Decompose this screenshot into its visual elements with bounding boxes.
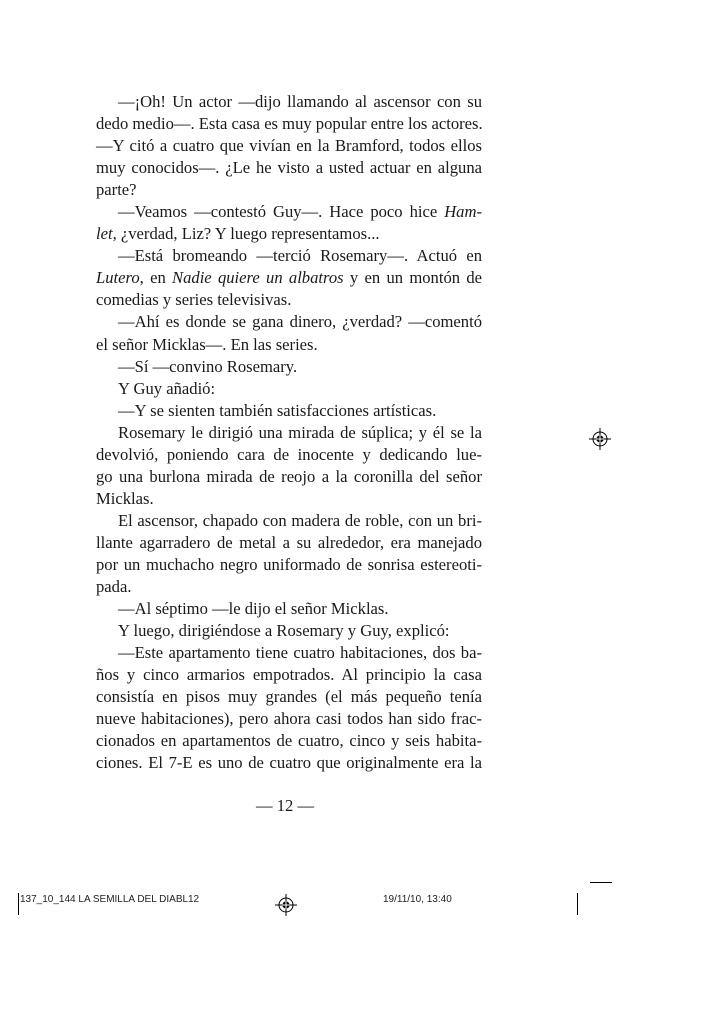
text-line: —Al séptimo —le dijo el señor Micklas. [118,599,389,619]
text-line: ciones. El 7-E es uno de cuatro que originalmente era la [96,753,482,773]
body-text [96,91,482,774]
text-line: ños y cinco armarios empotrados. Al principio la casa [96,665,482,685]
text-line: por un muchacho negro uniformado de sonrisa estereoti- [96,554,482,574]
text-line: —Este apartamento tiene cuatro habitaciones, dos ba- [118,643,482,663]
registration-mark-icon [589,428,611,450]
text-line: pada. [96,577,132,597]
text-line: consistía en pisos muy grandes (el más pequeño tenía [96,687,482,707]
text-line: parte? [96,180,137,200]
slug-page: 12 [188,894,200,905]
text-line: go una burlona mirada de reojo a la coronilla del señor [96,466,482,486]
crop-mark-right [577,893,578,915]
text-line: devolvió, poniendo cara de inocente y dedicando lue- [96,444,482,464]
crop-mark-horizontal [590,882,612,883]
text-line: nueve habitaciones), pero ahora casi todos han sido frac- [96,709,482,729]
text-line: —Ahí es donde se gana dinero, ¿verdad? —comentó [118,312,482,332]
text-line: muy conocidos—. ¿Le he visto a usted actuar en alguna [96,158,482,178]
text-line: let, ¿verdad, Liz? Y luego representamos... [96,224,380,244]
text-line: Y Guy añadió: [118,378,216,398]
text-line: —Veamos —contestó Guy—. Hace poco hice Ham- [118,202,482,222]
text-line: dedo medio—. Esta casa es muy popular entre los actores. [96,114,483,134]
text-line: el señor Micklas—. En las series. [96,334,318,354]
page-number: — 12 — [255,796,315,815]
text-line: —Sí —convino Rosemary. [118,356,298,376]
text-line: Rosemary le dirigió una mirada de súplica; y él se la [118,422,482,442]
text-line: Lutero, en Nadie quiere un albatros y en un montón de [96,268,482,288]
text-line: —Y se sienten también satisfacciones artísticas. [118,400,437,420]
registration-mark-icon [275,894,297,916]
text-line: cionados en apartamentos de cuatro, cinco y seis habita- [96,731,482,751]
text-line: llante agarradero de metal a su alrededor, era manejado [96,532,482,552]
text-line: Y luego, dirigiéndose a Rosemary y Guy, explicó: [118,621,450,641]
text-line: Micklas. [96,488,154,508]
text-line: —¡Oh! Un actor —dijo llamando al ascensor con su [118,92,482,111]
crop-mark-left [18,893,19,915]
slug-date-time: 19/11/10, 13:40 [383,894,452,905]
slug-file-name: 137_10_144 LA SEMILLA DEL DIABL [20,894,189,905]
text-line: —Y citó a cuatro que vivían en la Bramford, todos ellos [96,136,482,156]
text-line: comedias y series televisivas. [96,290,292,310]
text-line: —Está bromeando —terció Rosemary—. Actuó en [118,246,482,266]
text-line: El ascensor, chapado con madera de roble, con un bri- [118,510,482,530]
